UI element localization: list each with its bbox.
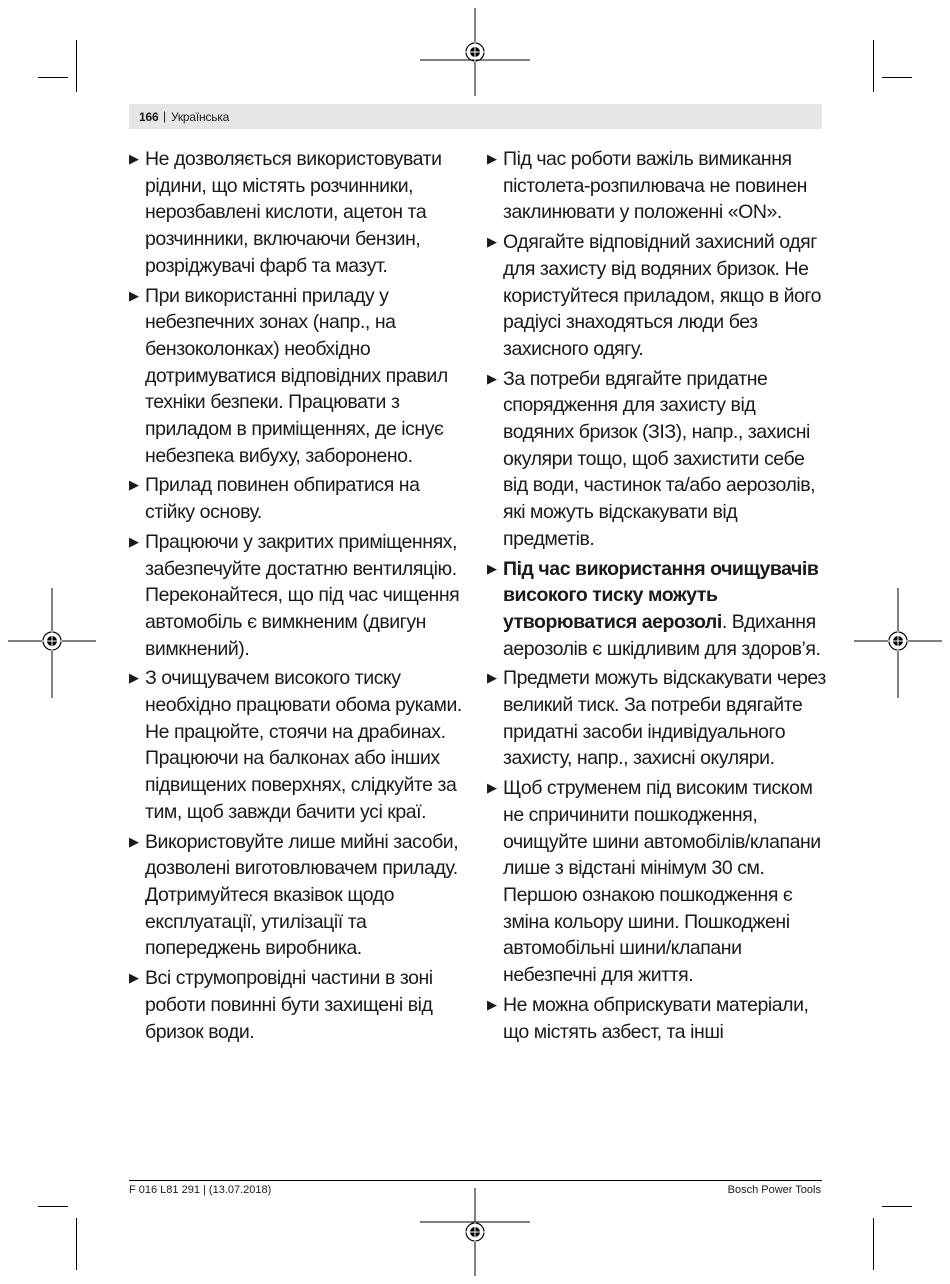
bullet-arrow-icon: ▶: [487, 234, 497, 250]
item-text: Всі струмопровідні частини в зоні роботи повинні бути захищені від бризок води.: [145, 967, 433, 1043]
registration-mark-icon: [420, 8, 530, 98]
item-text: Щоб струменем під високим тиском не спричинити пошкодження, очищуйте шини автомобілів/клапани лише з відстані мінімум 30 см. Першою ознакою пошкодження є зміна кольору шини. Пошкоджені автомобільні шини/клапани небезпечні для життя.: [503, 777, 821, 987]
crop-mark: [882, 77, 912, 78]
registration-mark-icon: [854, 588, 944, 698]
item-text: Не можна обприскувати матеріали, що містять азбест, та інші: [503, 993, 809, 1043]
item-text: Використовуйте лише мийні засоби, дозволені виготовлювачем приладу. Дотримуйтеся вказівок щодо експлуатації, утилізації та попереджень виробника.: [145, 830, 459, 960]
list-item: [487, 992, 827, 1045]
item-text: З очищувачем високого тиску необхідно працювати обома руками. Не працюйте, стоячи на драбинах. Працюючи на балконах або інших підвищених поверхнях, слідкуйте за тим, щоб завжди бачити усі краї.: [145, 667, 462, 823]
page-header: [129, 104, 822, 129]
item-text: Під час роботи важіль вимикання пістолета-розпилювача не повинен заклинювати у положенні «ON».: [503, 148, 807, 224]
list-item: [487, 229, 827, 363]
page-number: 166: [139, 110, 159, 124]
bullet-arrow-icon: ▶: [129, 970, 139, 986]
bullet-arrow-icon: ▶: [487, 151, 497, 166]
bullet-arrow-icon: ▶: [487, 370, 497, 386]
item-text: Предмети можуть відскакувати через великий тиск. За потреби вдягайте придатні засоби індивідуального захисту, напр., захисні окуляри.: [503, 667, 826, 770]
crop-mark: [873, 1218, 874, 1270]
list-item: [487, 665, 827, 772]
list-item: [487, 366, 827, 553]
list-item: [129, 829, 471, 963]
crop-mark: [76, 1218, 77, 1270]
crop-mark: [873, 40, 874, 92]
footer-doc-code: F 016 L81 291 | (13.07.2018): [129, 1184, 272, 1196]
bullet-arrow-icon: ▶: [487, 670, 497, 686]
crop-mark: [38, 77, 68, 78]
list-item: [487, 556, 827, 663]
list-item: [129, 472, 471, 525]
bullet-arrow-icon: ▶: [487, 780, 497, 796]
bullet-arrow-icon: ▶: [487, 996, 497, 1012]
item-text: При використанні приладу у небезпечних зонах (напр., на бензоколонках) необхідно дотримуватися відповідних правил техніки безпеки. Працювати з приладом в приміщеннях, де існує небезпека вибуху, заборонено.: [145, 284, 448, 467]
bullet-arrow-icon: ▶: [129, 287, 139, 303]
item-text: Прилад повинен обпиратися на стійку основу.: [145, 474, 420, 524]
list-item: [129, 529, 471, 663]
item-text: За потреби вдягайте придатне спорядження для захисту від водяних бризок (ЗІЗ), напр., захисні окуляри тощо, щоб захистити себе від води, частинок та/або аерозолів, які можуть відскакувати від предметів.: [503, 367, 816, 550]
bullet-arrow-icon: ▶: [129, 670, 139, 686]
registration-mark-icon: [8, 588, 98, 698]
item-text: Одягайте відповідний захисний одяг для захисту від водяних бризок. Не користуйтеся приладом, якщо в його радіусі знаходяться люди без захисного одягу.: [503, 231, 822, 360]
list-item: [129, 146, 471, 280]
bullet-arrow-icon: ▶: [129, 151, 139, 166]
crop-mark: [38, 1206, 68, 1207]
list-item: [487, 146, 827, 226]
list-item: [129, 283, 471, 470]
crop-mark: [76, 40, 77, 92]
header-separator: |: [163, 109, 167, 123]
footer-divider: [129, 1180, 822, 1181]
item-text: Не дозволяється використовувати рідини, що містять розчинники, нерозбавлені кислоти, ацетон та розчинники, включаючи бензин, розріджувачі фарб та мазут.: [145, 148, 442, 277]
bullet-arrow-icon: ▶: [129, 833, 139, 849]
footer-brand: Bosch Power Tools: [727, 1184, 821, 1196]
bullet-arrow-icon: ▶: [129, 477, 139, 493]
language-label: Українська: [171, 110, 230, 124]
list-item: [487, 775, 827, 989]
item-text: . Вдихання аерозолів є шкідливим для здоров’я.: [503, 610, 821, 660]
crop-mark: [882, 1206, 912, 1207]
item-text: Працюючи у закритих приміщеннях, забезпечуйте достатню вентиляцію. Переконайтеся, що під час чищення автомобіль є вимкненим (двигун вимкнений).: [145, 530, 460, 660]
left-column: [129, 146, 471, 1048]
registration-mark-icon: [420, 1188, 530, 1278]
right-column: [487, 146, 827, 1048]
bullet-arrow-icon: ▶: [487, 560, 497, 576]
list-item: [129, 665, 471, 825]
warning-bold-text: Під час використання очищувачів високого тиску можуть утворюватися аерозолі: [503, 557, 819, 633]
bullet-arrow-icon: ▶: [129, 533, 139, 549]
list-item: [129, 965, 471, 1045]
